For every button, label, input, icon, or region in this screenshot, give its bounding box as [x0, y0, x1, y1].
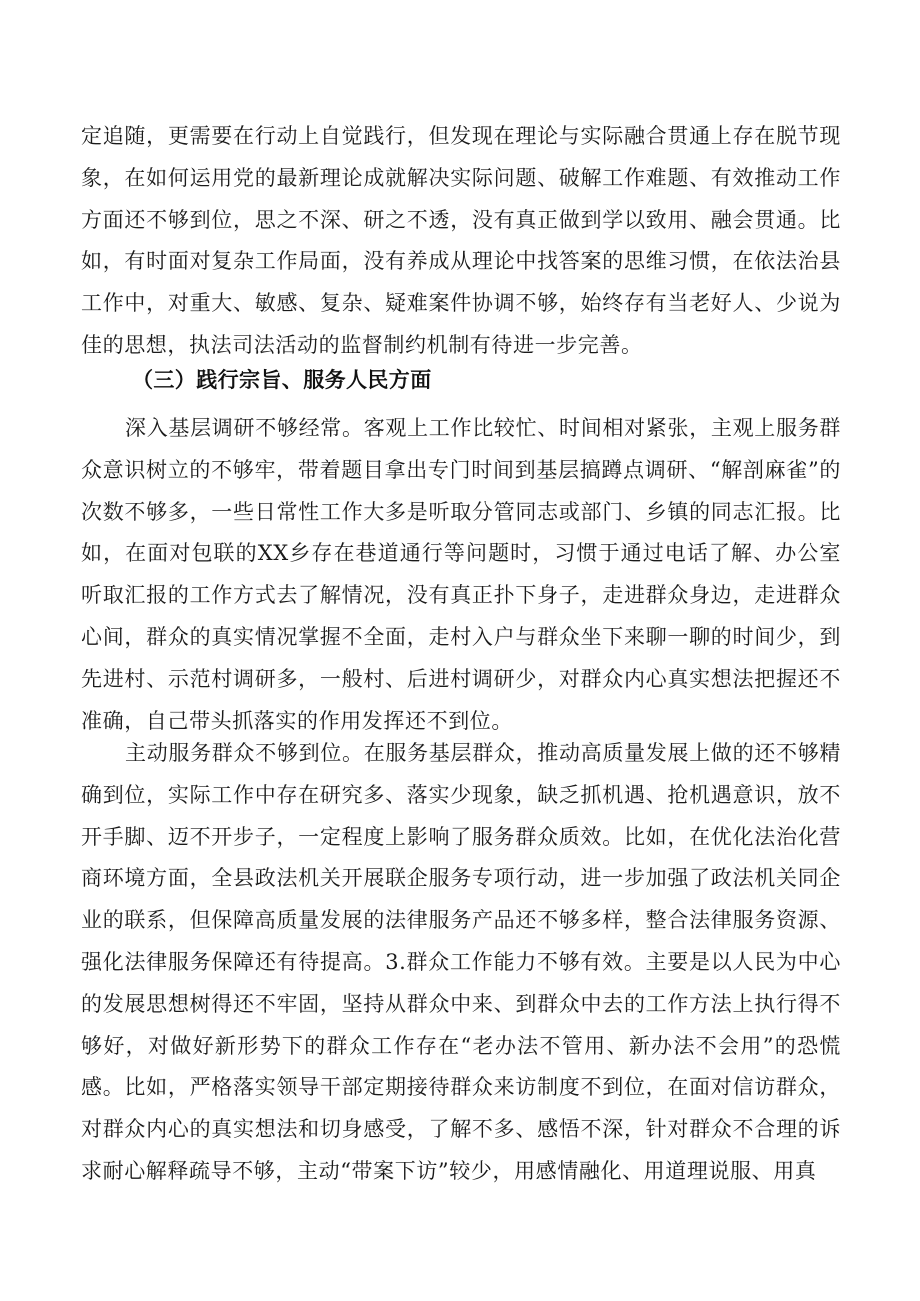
body-paragraph-1: 定追随，更需要在行动上自觉践行，但发现在理论与实际融合贯通上存在脱节现象，在如何运用党的最新理论成就解决实际问题、破解工作难题、有效推动工作方面还不够到位，思之不深、研之不透，没有真正做到学以致用、融会贯通。比如，有时面对复杂工作局面，没有养成从理论中找答案的思维习惯，在依法治县工作中，对重大、敏感、复杂、疑难案件协调不够，始终存有当老好人、少说为佳的思想，执法司法活动的监督制约机制有待进一步完善。 — [81, 124, 841, 357]
body-paragraph-3: 主动服务群众不够到位。在服务基层群众，推动高质量发展上做的还不够精确到位，实际工作中存在研究多、落实少现象，缺乏抓机遇、抢机遇意识，放不开手脚、迈不开步子，一定程度上影响了服务群众质效。比如，在优化法治化营商环境方面，全县政法机关开展联企服务专项行动，进一步加强了政法机关同企业的联系，但保障高质量发展的法律服务产品还不够多样，整合法律服务资源、强化法律服务保障还有待提高。3.群众工作能力不够有效。主要是以人民为中心的发展思想树得还不牢固，坚持从群众中来、到群众中去的工作方法上执行得不够好，对做好新形势下的群众工作存在“老办法不管用、新办法不会用”的恐慌感。比如，严格落实领导干部定期接待群众来访制度不到位，在面对信访群众，对群众内心的真实想法和切身感受，了解不多、感悟不深，针对群众不合理的诉求耐心解释疏导不够，主动“带案下访”较少，用感情融化、用道理说服、用真 — [81, 741, 841, 1183]
body-paragraph-2: 深入基层调研不够经常。客观上工作比较忙、时间相对紧张，主观上服务群众意识树立的不够牢，带着题目拿出专门时间到基层搞蹲点调研、“解剖麻雀”的次数不够多，一些日常性工作大多是听取分管同志或部门、乡镇的同志汇报。比如，在面对包联的XX乡存在巷道通行等问题时，习惯于通过电话了解、办公室听取汇报的工作方式去了解情况，没有真正扑下身子，走进群众身边，走进群众心间，群众的真实情况掌握不全面，走村入户与群众坐下来聊一聊的时间少，到先进村、示范村调研多，一般村、后进村调研少，对群众内心真实想法把握还不准确，自己带头抓落实的作用发挥还不到位。 — [81, 416, 841, 733]
section-heading: （三）践行宗旨、服务人民方面 — [132, 368, 432, 392]
